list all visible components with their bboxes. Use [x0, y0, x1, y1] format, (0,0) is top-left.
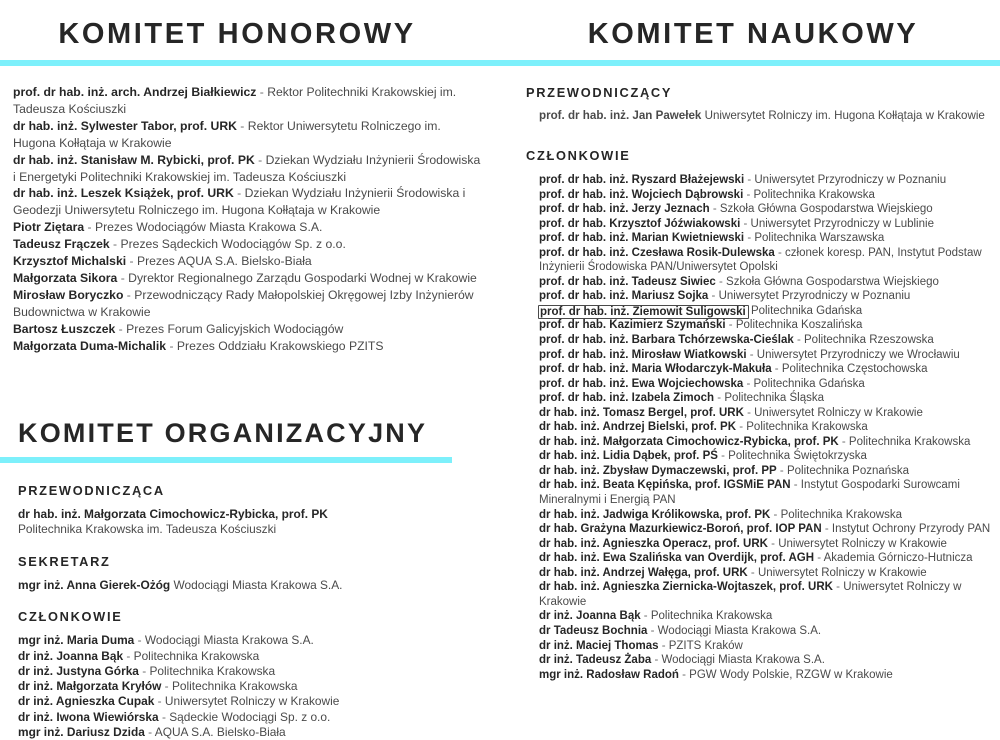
- name-affiliation-separator: -: [647, 624, 658, 637]
- scientific-member-row: [539, 348, 994, 363]
- name-affiliation-separator: -: [715, 275, 727, 288]
- person-affiliation: AQUA S.A. Bielsko-Biała: [154, 725, 286, 739]
- person-name: dr Tadeusz Bochnia: [539, 624, 648, 637]
- name-affiliation-separator: -: [84, 220, 95, 235]
- name-affiliation-separator: -: [115, 321, 127, 336]
- scientific-member-row: [539, 362, 994, 377]
- scientific-member-row: [539, 377, 994, 392]
- person-name: dr hab. inż. Małgorzata Cimochowicz-Rybicka, prof. PK: [539, 435, 839, 448]
- honorary-member-row: [13, 84, 483, 118]
- person-name: prof. dr hab. inż. Ewa Wojciechowska: [539, 377, 744, 390]
- name-affiliation-separator: -: [832, 581, 844, 594]
- person-name: dr hab. inż. Leszek Książek, prof. URK: [13, 186, 234, 201]
- honorary-member-row: [13, 321, 483, 338]
- person-name: dr hab. inż. Lidia Dąbek, prof. PŚ: [539, 450, 718, 463]
- person-affiliation: Akademia Górniczo-Hutnicza: [823, 552, 973, 565]
- organizing-member-row: [18, 694, 478, 709]
- name-affiliation-separator: -: [814, 552, 824, 565]
- person-affiliation: Instytut Gospodarki Surowcami Mineralnymi i Energią PAN: [539, 479, 960, 507]
- person-name: Tadeusz Frączek: [13, 237, 110, 252]
- person-name: dr inż. Joanna Bąk: [539, 610, 641, 623]
- person-name: dr hab. inż. Beata Kępińska, prof. IGSMiE PAN: [539, 479, 791, 492]
- name-affiliation-separator: -: [233, 186, 245, 201]
- person-name: dr hab. inż. Stanisław M. Rybicki, prof. PK: [13, 152, 255, 167]
- name-affiliation-separator: -: [138, 663, 150, 678]
- name-affiliation-separator: -: [166, 338, 177, 353]
- name-affiliation-separator: -: [744, 174, 755, 186]
- scientific-member-row: [539, 246, 994, 275]
- person-affiliation: Dziekan Wydziału Inżynierii Środowiska i Geodezji Uniwersytetu Rolniczego im. Hugona Kołłątaja w Krakowie: [13, 186, 466, 218]
- name-affiliation-separator: -: [236, 118, 248, 133]
- person-affiliation: Uniwersytet Rolniczy w Krakowie: [778, 537, 947, 550]
- name-affiliation-separator: -: [158, 709, 170, 724]
- organizing-chair-name: dr hab. inż. Małgorzata Cimochowicz-Rybicka, prof. PK: [18, 507, 328, 521]
- name-affiliation-separator: -: [256, 85, 268, 99]
- organizing-chair-person: [18, 507, 478, 538]
- scientific-member-row: [539, 566, 994, 581]
- organizing-committee-title: KOMITET ORGANIZACYJNY: [18, 418, 428, 448]
- person-affiliation: Politechnika Krakowska: [746, 421, 868, 434]
- scientific-member-row: [539, 580, 994, 609]
- scientific-member-row: [539, 173, 994, 188]
- name-affiliation-separator: -: [709, 203, 720, 216]
- honorary-committee-banner: [0, 0, 500, 66]
- organizing-members-heading: CZŁONKOWIE: [18, 609, 123, 625]
- scientific-member-row: [539, 668, 994, 683]
- person-affiliation: Prezes Forum Galicyjskich Wodociągów: [126, 321, 344, 336]
- person-affiliation: Politechnika Krakowska: [848, 435, 971, 448]
- honorary-committee-title: KOMITET HONOROWY: [58, 18, 416, 50]
- name-affiliation-separator: -: [838, 435, 849, 448]
- person-affiliation: Wodociągi Miasta Krakowa S.A.: [661, 654, 825, 667]
- name-affiliation-separator: -: [747, 566, 758, 579]
- person-affiliation: Szkoła Główna Gospodarstwa Wiejskiego: [726, 275, 939, 288]
- name-affiliation-separator: -: [717, 450, 729, 463]
- scientific-chair-name: prof. dr hab. inż. Jan Pawełek: [539, 109, 702, 122]
- person-name: mgr inż. Maria Duma: [18, 633, 135, 648]
- name-affiliation-separator: -: [790, 479, 801, 492]
- person-affiliation: Sądeckie Wodociągi Sp. z o.o.: [169, 709, 331, 724]
- person-affiliation: Rektor Uniwersytetu Rolniczego im. Hugona Kołłątaja w Krakowie: [13, 118, 441, 150]
- scientific-member-row: [539, 304, 994, 319]
- person-affiliation: Politechnika Świętokrzyska: [728, 450, 867, 463]
- person-name: Krzysztof Michalski: [13, 254, 127, 269]
- person-name: prof. dr hab. inż. Barbara Tchórzewska-Cieślak: [539, 334, 794, 347]
- person-name: dr hab. inż. Agnieszka Ziernicka-Wojtaszek, prof. URK: [539, 581, 833, 594]
- scientific-committee-rule: [500, 60, 1000, 66]
- name-affiliation-separator: -: [767, 537, 779, 550]
- scientific-member-row: [539, 275, 994, 290]
- person-name: prof. dr hab. inż. Wojciech Dąbrowski: [539, 188, 744, 201]
- scientific-chair-affiliation: Uniwersytet Rolniczy im. Hugona Kołłątaja w Krakowie: [701, 109, 985, 122]
- scientific-committee-title: KOMITET NAUKOWY: [587, 18, 919, 50]
- person-affiliation: Dziekan Wydziału Inżynierii Środowiska i Energetyki Politechniki Krakowskiej im. Tadeusza Kościuszki: [13, 152, 481, 184]
- name-affiliation-separator: -: [144, 725, 155, 739]
- person-name: dr hab. inż. Agnieszka Operacz, prof. URK: [539, 537, 768, 550]
- person-name: dr hab. inż. Tomasz Bergel, prof. URK: [539, 406, 744, 419]
- person-affiliation: Politechnika Częstochowska: [781, 363, 928, 376]
- person-name: dr hab. inż. Andrzej Bielski, prof. PK: [539, 421, 737, 434]
- scientific-member-row: [539, 202, 994, 217]
- person-name: prof. dr hab. Kazimierz Szymański: [539, 319, 726, 332]
- scientific-member-row: [539, 406, 994, 421]
- name-affiliation-separator: -: [793, 334, 805, 347]
- person-name: prof. dr hab. inż. Mariusz Sojka: [539, 290, 709, 303]
- name-affiliation-separator: -: [736, 421, 747, 434]
- name-affiliation-separator: -: [744, 232, 755, 245]
- person-name: prof. dr hab. inż. arch. Andrzej Białkiewicz: [13, 85, 257, 99]
- name-affiliation-separator: -: [770, 508, 781, 521]
- scientific-committee-banner: [500, 0, 1000, 66]
- person-affiliation: Uniwersytet Przyrodniczy w Poznaniu: [718, 290, 911, 303]
- person-name: Piotr Ziętara: [13, 220, 85, 235]
- person-affiliation: Politechnika Krakowska: [780, 508, 903, 521]
- person-affiliation: Uniwersytet Rolniczy w Krakowie: [754, 406, 923, 419]
- person-name: prof. dr hab. inż. Ziemowit Suligowski: [540, 305, 746, 318]
- person-affiliation: Przewodniczący Rady Małopolskiej Okręgowej Izby Inżynierów Budownictwa w Krakowie: [13, 287, 474, 319]
- scientific-member-row: [539, 551, 994, 566]
- person-affiliation: Prezes Wodociągów Miasta Krakowa S.A.: [94, 220, 323, 235]
- person-affiliation: Uniwersytet Rolniczy w Krakowie: [164, 694, 340, 709]
- organizing-member-row: [18, 664, 478, 679]
- name-affiliation-separator: -: [821, 523, 832, 536]
- person-affiliation: Politechnika Gdańska: [753, 377, 865, 390]
- organizing-secretary-affiliation: Wodociągi Miasta Krakowa S.A.: [170, 577, 343, 592]
- person-name: prof. dr hab. inż. Izabela Zimoch: [539, 392, 715, 405]
- person-name: prof. dr hab. Krzysztof Jóźwiakowski: [539, 217, 741, 230]
- person-name: prof. dr hab. inż. Czesława Rosik-Dulewska: [539, 246, 775, 259]
- organizing-member-row: [18, 633, 478, 648]
- honorary-member-row: [13, 338, 483, 355]
- organizing-member-row: [18, 725, 478, 740]
- person-affiliation: Politechnika Warszawska: [754, 232, 885, 245]
- organizing-member-row: [18, 679, 478, 694]
- person-name: dr inż. Joanna Bąk: [18, 648, 124, 663]
- name-affiliation-separator: -: [117, 270, 129, 285]
- person-name: Małgorzata Duma-Michalik: [13, 338, 167, 353]
- person-affiliation: Uniwersytet Rolniczy w Krakowie: [757, 566, 927, 579]
- name-affiliation-separator: -: [134, 633, 145, 648]
- person-name: prof. dr hab. inż. Jerzy Jeznach: [539, 203, 710, 216]
- person-affiliation: Uniwersytet Przyrodniczy w Poznaniu: [754, 174, 947, 186]
- scientific-member-row: [539, 333, 994, 348]
- name-affiliation-separator: -: [640, 610, 651, 623]
- person-name: dr hab. inż. Zbysław Dymaczewski, prof. PP: [539, 464, 777, 477]
- person-affiliation: Uniwersytet Rolniczy w Krakowie: [539, 581, 962, 608]
- name-affiliation-separator: -: [774, 246, 786, 259]
- name-affiliation-separator: -: [123, 287, 135, 302]
- person-affiliation: Prezes Oddziału Krakowskiego PZITS: [176, 338, 384, 353]
- person-name: Małgorzata Sikora: [13, 270, 118, 285]
- person-name: dr hab. inż. Ewa Szalińska van Overdijk, prof. AGH: [539, 552, 815, 565]
- person-name: dr inż. Justyna Górka: [18, 663, 139, 678]
- organizing-secretary-person: [18, 578, 478, 593]
- scientific-member-row: [539, 522, 994, 537]
- scientific-member-row: [539, 478, 994, 507]
- person-affiliation: Prezes Sądeckich Wodociągów Sp. z o.o.: [120, 237, 346, 252]
- scientific-member-row: [539, 435, 994, 450]
- person-name: dr inż. Agnieszka Cupak: [18, 694, 155, 709]
- name-affiliation-separator: -: [126, 254, 137, 269]
- name-affiliation-separator: -: [743, 188, 754, 201]
- organizing-committee-body: [18, 483, 478, 740]
- person-name: prof. dr hab. inż. Tadeusz Siwiec: [539, 275, 716, 288]
- scientific-member-row: [539, 464, 994, 479]
- person-affiliation: Politechnika Krakowska: [149, 663, 276, 678]
- person-affiliation: Politechnika Koszalińska: [735, 319, 863, 332]
- person-name: dr hab. inż. Sylwester Tabor, prof. URK: [13, 118, 237, 133]
- person-name: dr inż. Iwona Wiewiórska: [18, 709, 159, 724]
- person-name: mgr inż. Dariusz Dzida: [18, 725, 145, 739]
- organizing-committee-rule: [0, 457, 452, 463]
- honorary-member-row: [13, 219, 483, 236]
- person-name: prof. dr hab. inż. Mirosław Wiatkowski: [539, 348, 747, 361]
- scientific-members-list: [526, 173, 994, 682]
- person-name: Bartosz Łuszczek: [13, 321, 116, 336]
- person-affiliation: Politechnika Gdańska: [750, 304, 863, 317]
- person-affiliation: Dyrektor Regionalnego Zarządu Gospodarki Wodnej w Krakowie: [128, 270, 477, 285]
- scientific-member-row: [539, 653, 994, 668]
- scientific-member-row: [539, 609, 994, 624]
- name-affiliation-separator: -: [678, 668, 690, 681]
- organizing-secretary-heading: SEKRETARZ: [18, 553, 111, 569]
- honorary-member-row: [13, 287, 483, 321]
- organizing-members-list: [18, 633, 478, 740]
- organizing-chair-heading: PRZEWODNICZĄCA: [18, 483, 165, 498]
- scientific-member-row: [539, 420, 994, 435]
- name-affiliation-separator: -: [109, 237, 121, 252]
- person-affiliation: Uniwersytet Przyrodniczy w Lublinie: [750, 217, 934, 230]
- person-affiliation: Politechnika Krakowska: [753, 188, 875, 201]
- honorary-member-row: [13, 270, 483, 287]
- scientific-chair-heading: PRZEWODNICZĄCY: [526, 85, 673, 100]
- scientific-member-row: [539, 231, 994, 246]
- person-affiliation: Politechnika Śląska: [724, 392, 825, 405]
- person-affiliation: Politechnika Krakowska: [133, 648, 260, 663]
- person-affiliation: PZITS Kraków: [668, 639, 743, 652]
- name-affiliation-separator: -: [740, 217, 751, 230]
- scientific-member-row: [539, 217, 994, 232]
- honorary-member-row: [13, 253, 483, 270]
- organizing-chair-affiliation: Politechnika Krakowska im. Tadeusza Kościuszki: [18, 522, 277, 537]
- person-affiliation: członek koresp. PAN, Instytut Podstaw Inżynierii Środowiska PAN/Uniwersytet Opolski: [539, 246, 982, 274]
- person-affiliation: Instytut Ochrony Przyrody PAN: [831, 523, 991, 536]
- name-affiliation-separator: -: [714, 392, 725, 405]
- person-name: prof. dr hab. inż. Maria Włodarczyk-Makuła: [539, 363, 772, 376]
- person-affiliation: Wodociągi Miasta Krakowa S.A.: [144, 633, 314, 648]
- honorary-member-row: [13, 152, 483, 186]
- name-affiliation-separator: -: [743, 406, 755, 419]
- person-name: dr inż. Małgorzata Kryłów: [18, 679, 162, 694]
- person-affiliation: Politechnika Poznańska: [786, 464, 910, 477]
- name-affiliation-separator: -: [746, 348, 757, 361]
- scientific-chair-person: [526, 108, 994, 123]
- person-name: dr inż. Maciej Thomas: [539, 639, 659, 652]
- person-name: dr hab. Grażyna Mazurkiewicz-Boroń, prof. IOP PAN: [539, 523, 822, 536]
- name-affiliation-separator: -: [154, 694, 165, 709]
- selection-highlight-box[interactable]: [538, 305, 749, 319]
- person-affiliation: Politechnika Krakowska: [171, 679, 298, 694]
- person-name: dr hab. inż. Jadwiga Królikowska, prof. PK: [539, 508, 771, 521]
- name-affiliation-separator: -: [708, 290, 719, 303]
- left-column: [0, 0, 500, 739]
- person-affiliation: Wodociągi Miasta Krakowa S.A.: [657, 624, 822, 637]
- organizing-member-row: [18, 649, 478, 664]
- person-name: prof. dr hab. inż. Ryszard Błażejewski: [539, 174, 745, 186]
- honorary-member-row: [13, 185, 483, 219]
- name-affiliation-separator: -: [254, 152, 266, 167]
- person-affiliation: Politechnika Rzeszowska: [804, 334, 934, 347]
- organizing-secretary-name: mgr inż. Anna Gierek-Ożóg: [18, 577, 171, 592]
- scientific-member-row: [539, 508, 994, 523]
- name-affiliation-separator: -: [776, 464, 787, 477]
- name-affiliation-separator: -: [658, 639, 669, 652]
- person-affiliation: PGW Wody Polskie, RZGW w Krakowie: [689, 668, 893, 681]
- scientific-member-row: [539, 188, 994, 203]
- person-affiliation: Politechnika Krakowska: [650, 610, 773, 623]
- person-name: prof. dr hab. inż. Marian Kwietniewski: [539, 232, 745, 245]
- person-name: Mirosław Boryczko: [13, 287, 124, 302]
- honorary-committee-list: [13, 84, 483, 355]
- scientific-committee-body: [526, 85, 994, 682]
- person-affiliation: Szkoła Główna Gospodarstwa Wiejskiego: [719, 203, 933, 216]
- name-affiliation-separator: -: [743, 377, 754, 390]
- name-affiliation-separator: -: [771, 363, 782, 376]
- scientific-members-heading: CZŁONKOWIE: [526, 148, 631, 163]
- honorary-member-row: [13, 118, 483, 152]
- scientific-member-row: [539, 639, 994, 654]
- name-affiliation-separator: -: [161, 679, 172, 694]
- honorary-member-row: [13, 236, 483, 253]
- person-affiliation: Uniwersytet Przyrodniczy we Wrocławiu: [756, 348, 960, 361]
- scientific-member-row: [539, 449, 994, 464]
- person-name: dr inż. Tadeusz Żaba: [539, 654, 652, 667]
- scientific-member-row: [539, 289, 994, 304]
- name-affiliation-separator: -: [725, 319, 736, 332]
- scientific-member-row: [539, 624, 994, 639]
- name-affiliation-separator: -: [651, 654, 662, 667]
- person-name: mgr inż. Radosław Radoń: [539, 668, 679, 681]
- person-affiliation: Prezes AQUA S.A. Bielsko-Biała: [136, 254, 312, 269]
- name-affiliation-separator: -: [123, 648, 134, 663]
- person-name: dr hab. inż. Andrzej Wałęga, prof. URK: [539, 566, 748, 579]
- scientific-member-row: [539, 391, 994, 406]
- person-affiliation: Rektor Politechniki Krakowskiej im. Tadeusza Kościuszki: [13, 85, 457, 116]
- honorary-committee-rule: [0, 60, 500, 66]
- scientific-member-row: [539, 537, 994, 552]
- organizing-member-row: [18, 710, 478, 725]
- scientific-member-row: [539, 318, 994, 333]
- organizing-committee-banner: [0, 420, 460, 463]
